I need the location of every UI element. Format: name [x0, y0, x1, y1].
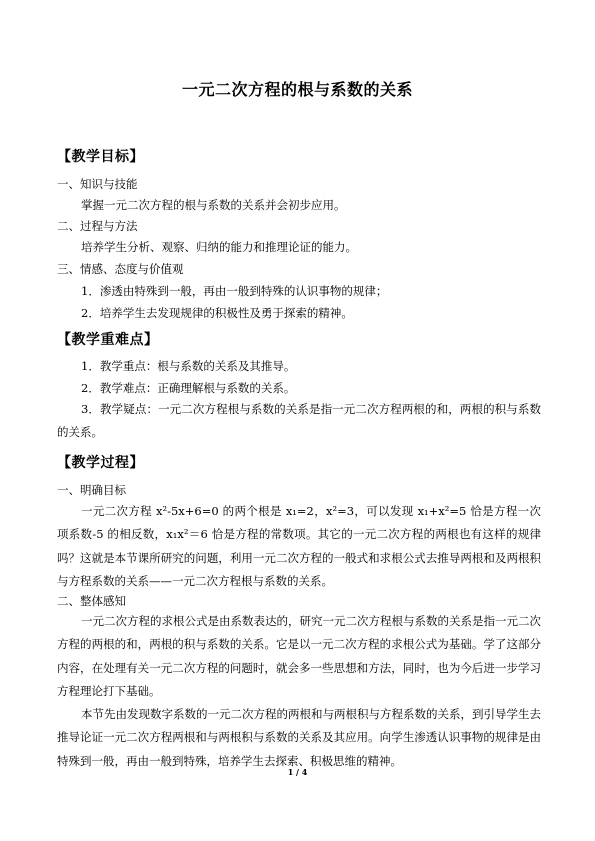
subsection-title-process-method: 二、过程与方法 — [57, 219, 138, 233]
paragraph-clear-goal: 一元二次方程 x²-5x+6=0 的两个根是 x₁=2，x²=3，可以发现 x₁+x²=5 恰是方程一次项系数-5 的相反数，x₁x²＝6 恰是方程的常数项。其它的一元二次方程的两根也有这样的规律吗？这就是本节课所研究的问题，利用一元二次方程的一般式和求根公式去推导两根和及两根积与方程系数的关系——一元二次方程根与系数的关系。 — [57, 504, 541, 588]
paragraph-process-method: 培养学生分析、观察、归纳的能力和推理论证的能力。 — [81, 240, 357, 254]
section-heading-key-points: 【教学重难点】 — [57, 332, 159, 348]
paragraph-overview-2: 本节先由发现数字系数的一元二次方程的两根和与两根积与方程系数的关系，到引导学生去推导论证一元二次方程两根和与两根积与系数的关系及其应用。向学生渗透认识事物的规律是由特殊到一般，再由一般到特殊，培养学生去探索、积极思维的精神。 — [57, 707, 541, 768]
subsection-title-overview: 二、整体感知 — [57, 594, 126, 608]
list-item: 1．渗透由特殊到一般，再由一般到特殊的认识事物的规律； — [81, 284, 388, 298]
section-heading-goals: 【教学目标】 — [57, 149, 144, 165]
subsection-title-attitude: 三、情感、态度与价值观 — [57, 262, 184, 276]
list-item: 3．教学疑点：一元二次方程根与系数的关系是指一元二次方程两根的和，两根的积与系数的关系。 — [57, 402, 541, 440]
list-item: 2．教学难点：正确理解根与系数的关系。 — [81, 381, 296, 395]
list-item: 1．教学重点：根与系数的关系及其推导。 — [81, 359, 296, 373]
subsection-title-knowledge: 一、知识与技能 — [57, 177, 138, 191]
page-number: 1 / 4 — [287, 767, 308, 777]
paragraph-knowledge: 掌握一元二次方程的根与系数的关系并会初步应用。 — [81, 198, 346, 212]
list-item: 2．培养学生去发现规律的积极性及勇于探索的精神。 — [81, 306, 353, 320]
page-title: 一元二次方程的根与系数的关系 — [181, 80, 413, 99]
section-heading-process: 【教学过程】 — [57, 455, 144, 471]
subsection-title-clear-goal: 一、明确目标 — [57, 483, 126, 497]
paragraph-overview-1: 一元二次方程的求根公式是由系数表达的，研究一元二次方程根与系数的关系是指一元二次方程的两根的和，两根的积与系数的关系。它是以一元二次方程的求根公式为基础。学了这部分内容，在处理有关一元二次方程的问题时，就会多一些思想和方法，同时，也为今后进一步学习方程理论打下基础。 — [57, 614, 541, 698]
